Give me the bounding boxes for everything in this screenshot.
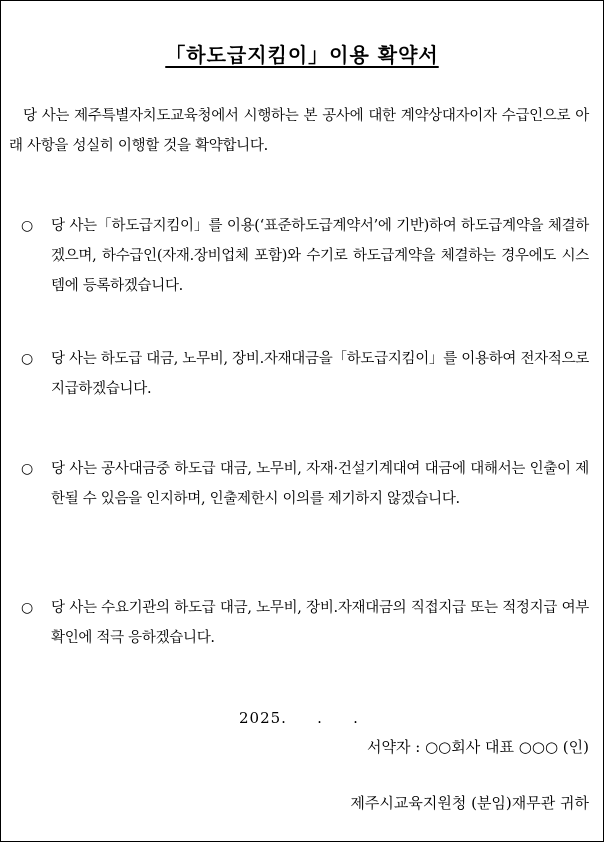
pledge-item-text: 당 사는 공사대금중 하도급 대금, 노무비, 자재·건설기계대여 대금에 대해서는 인출이 제한될 수 있음을 인지하며, 인출제한시 이의를 제기하지 않겠습니다. [51, 461, 589, 507]
pledge-item-4 [21, 593, 589, 653]
signer-line: 서약자 : ○○회사 대표 ○○○ (인) [367, 738, 589, 756]
date-month-sep: . [317, 709, 323, 727]
pledge-item-text: 당 사는「하도급지킴이」를 이용(‘표준하도급계약서’에 기반)하여 하도급계약을 체결하겠으며, 하수급인(자재.장비업체 포함)와 수기로 하도급계약을 체결하는 경우에도 시스템에 등록하겠습니다. [51, 218, 589, 294]
date-year: 2025. [239, 709, 287, 727]
pledge-item-text: 당 사는 수요기관의 하도급 대금, 노무비, 장비.자재대금의 직접지급 또는 적정지급 여부 확인에 적극 응하겠습니다. [51, 600, 589, 646]
bullet-circle-icon: ○ [21, 600, 33, 616]
document-title [1, 39, 603, 68]
pledge-item-2 [21, 344, 589, 404]
pledge-item-3 [21, 454, 589, 514]
pledge-date [239, 709, 359, 727]
title-text: 「하도급지킴이」이용 확약서 [165, 43, 439, 67]
bullet-circle-icon: ○ [21, 351, 33, 367]
intro-paragraph: 당 사는 제주특별자치도교육청에서 시행하는 본 공사에 대한 계약상대자이자 수급인으로 아래 사항을 성실히 이행할 것을 확약합니다. [9, 108, 589, 154]
pledge-item-1 [21, 211, 589, 301]
recipient-line: 제주시교육지원청 (분임)재무관 귀하 [350, 794, 589, 812]
pledge-item-text: 당 사는 하도급 대금, 노무비, 장비.자재대금을「하도급지킴이」를 이용하여 전자적으로 지급하겠습니다. [51, 351, 589, 397]
bullet-circle-icon: ○ [21, 218, 33, 234]
bullet-circle-icon: ○ [21, 461, 33, 477]
date-day-sep: . [353, 709, 359, 727]
